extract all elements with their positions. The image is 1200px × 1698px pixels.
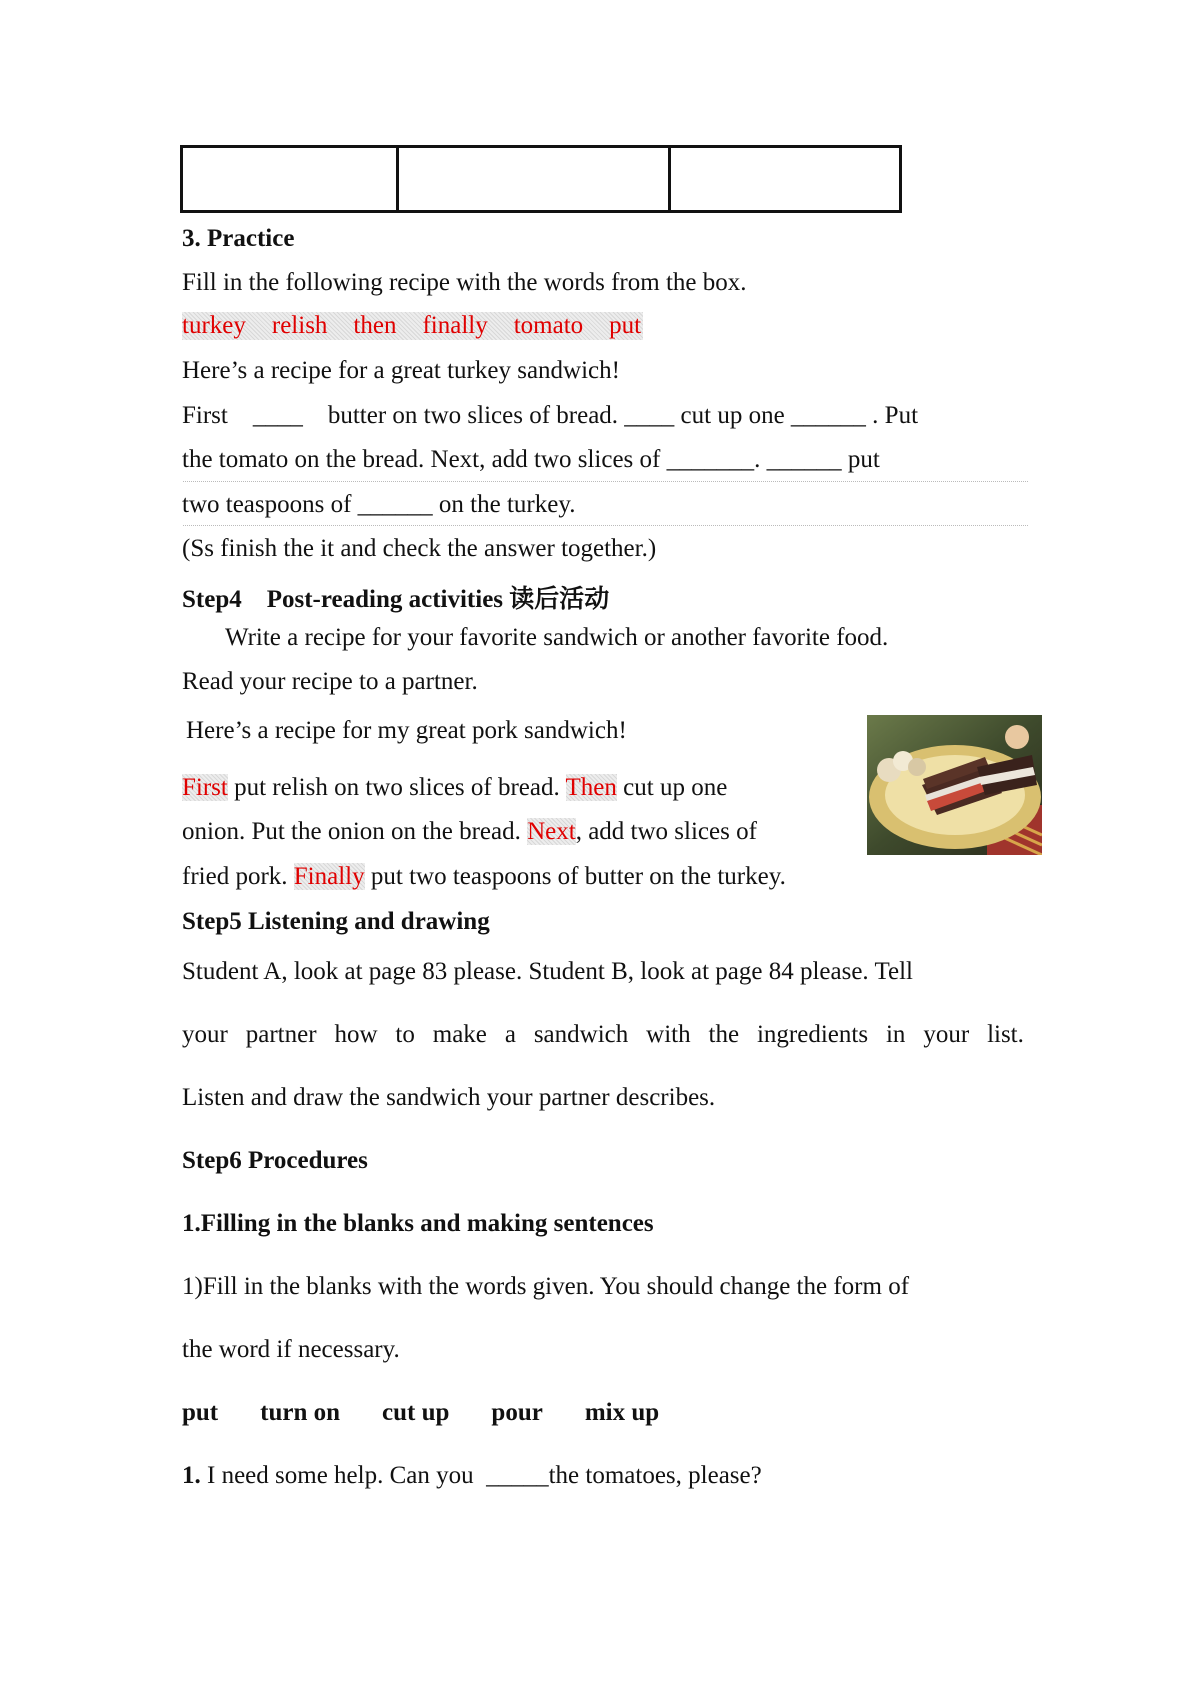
step4-heading: Step4 Post-reading activities 读后活动 [182,586,610,613]
example-title: Here’s a recipe for my great pork sandwich! [186,717,627,744]
word-box-item: finally [422,312,488,339]
word: sandwich [533,1021,629,1048]
table-cell [670,147,901,212]
recipe-line: two teaspoons of ______ on the turkey. [182,491,576,518]
question-1 [182,1462,762,1490]
example-text: put two teaspoons of butter on the turkey. [364,863,786,890]
sequence-word: First [182,774,228,801]
verb-item: turn on [260,1399,341,1426]
word-box-item: put [609,312,642,339]
step5-line [182,1021,1024,1049]
word-box [182,312,643,340]
word: to [395,1021,415,1048]
word: the [708,1021,740,1048]
recipe-line: the tomato on the bread. Next, add two slices of _______. ______ put [182,446,880,473]
word: how [334,1021,378,1048]
verb-item: pour [491,1399,543,1426]
example-text: cut up one [616,774,728,801]
step6-heading: Step6 Procedures [182,1147,368,1174]
step6-instruction: 1)Fill in the blanks with the words given. You should change the form of [182,1273,910,1300]
example-text: fried pork. [182,863,294,890]
dotted-divider [183,525,1028,526]
practice-note: (Ss finish the it and check the answer together.) [182,535,657,562]
verb-list [182,1399,659,1427]
verb-item: put [182,1399,219,1426]
example-text: onion. Put the onion on the bread. [182,818,528,845]
word-box-item: then [353,312,397,339]
step5-heading: Step5 Listening and drawing [182,908,490,935]
sequence-word: Next [527,818,576,845]
word: make [432,1021,487,1048]
example-text: , add two slices of [575,818,757,845]
word: in [885,1021,906,1048]
word: list. [987,1021,1024,1048]
word-box-item: relish [271,312,328,339]
word: your [923,1021,970,1048]
sequence-word: Finally [293,863,365,890]
example-text: put relish on two slices of bread. [227,774,566,801]
step5-line: Student A, look at page 83 please. Student B, look at page 84 please. Tell [182,958,913,985]
sandwich-photo [867,715,1042,855]
step6-sub-heading: 1.Filling in the blanks and making sentences [182,1210,654,1237]
sequence-word: Then [565,774,617,801]
example-line [182,774,727,802]
example-line [182,863,786,891]
word: ingredients [756,1021,869,1048]
step4-line: Read your recipe to a partner. [182,668,478,695]
table-cell [182,147,398,212]
recipe-intro: Here’s a recipe for a great turkey sandwich! [182,357,620,384]
dotted-divider [183,481,1028,482]
verb-item: mix up [584,1399,660,1426]
practice-instruction: Fill in the following recipe with the words from the box. [182,269,747,296]
empty-table [180,145,902,213]
question-text: I need some help. Can you _____the tomatoes, please? [200,1462,762,1489]
question-number: 1. [182,1462,201,1489]
step6-instruction: the word if necessary. [182,1336,400,1363]
practice-heading: 3. Practice [182,225,295,252]
table-cell [398,147,670,212]
step4-line: Write a recipe for your favorite sandwich or another favorite food. [225,624,889,651]
word-box-item: tomato [513,312,584,339]
verb-item: cut up [382,1399,450,1426]
word-box-item: turkey [182,312,246,339]
word: your [182,1021,228,1048]
word: a [504,1021,516,1048]
recipe-line: First ____ butter on two slices of bread. ____ cut up one ______ . Put [182,402,919,429]
step5-line: Listen and draw the sandwich your partner describes. [182,1084,716,1111]
word: with [646,1021,691,1048]
example-line [182,818,757,846]
word: partner [245,1021,317,1048]
